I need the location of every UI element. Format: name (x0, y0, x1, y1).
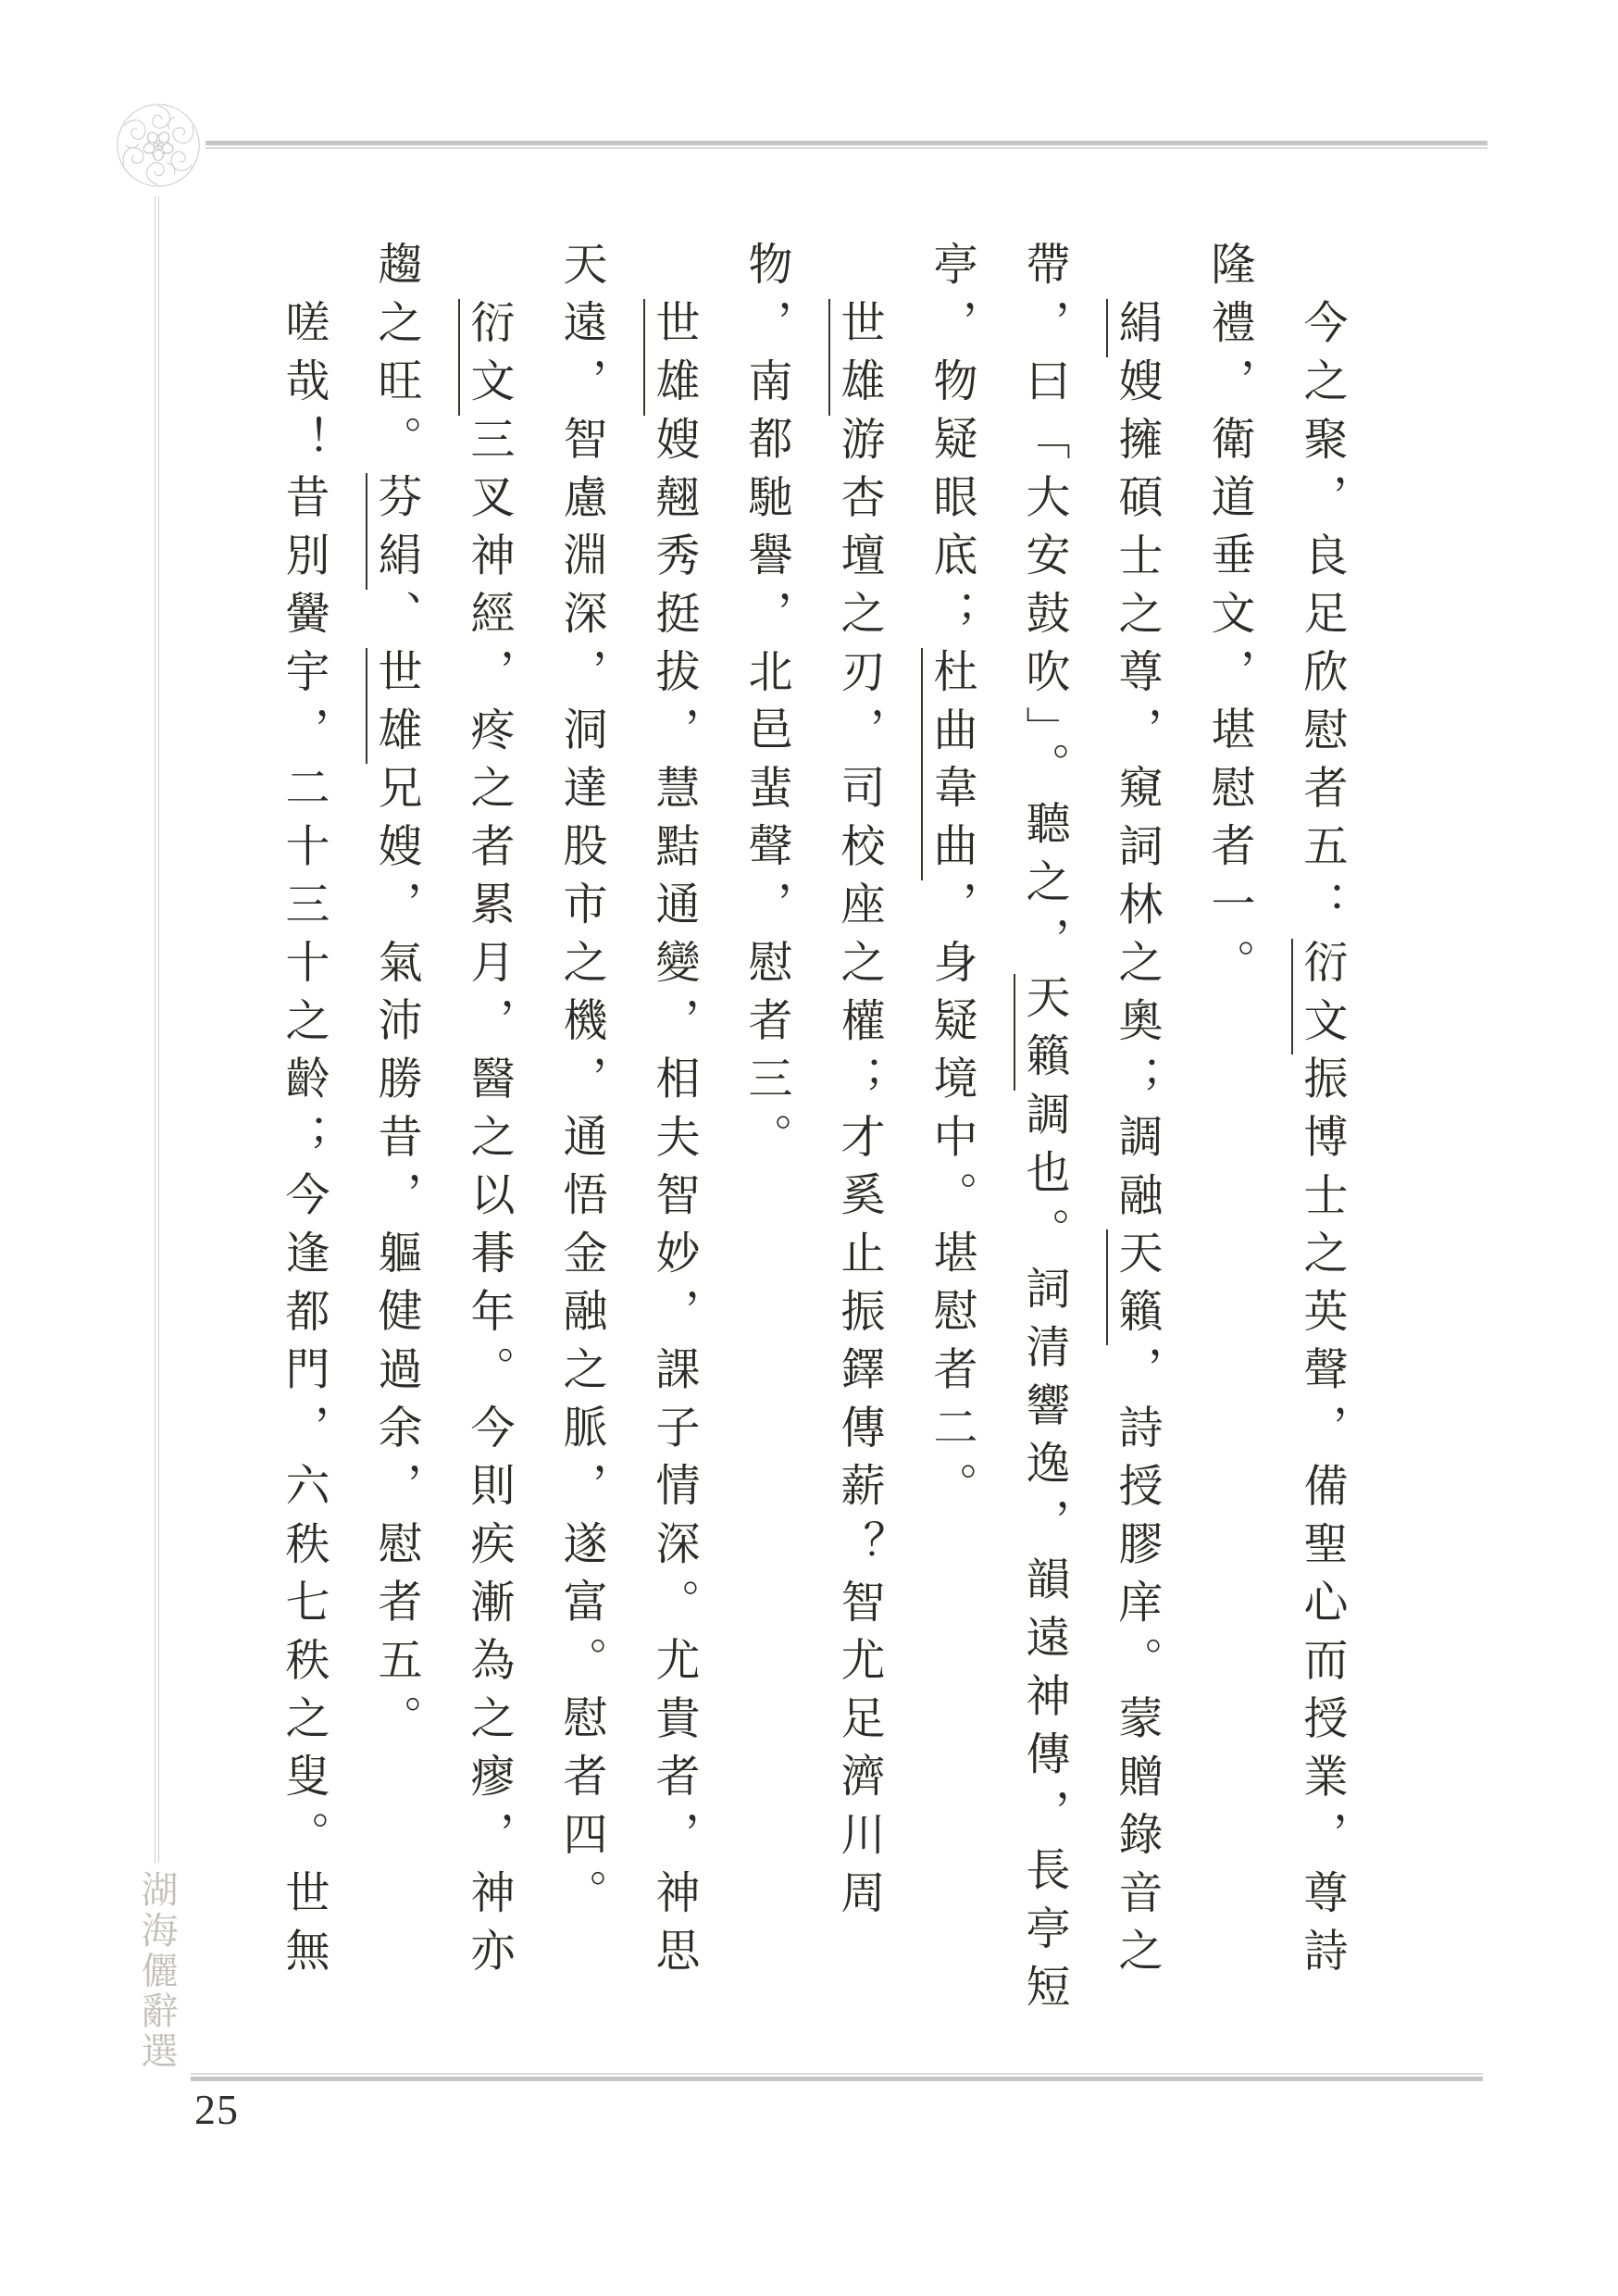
text-column (812, 241, 904, 2055)
text-run: 、 (371, 589, 420, 648)
text-column (997, 241, 1089, 2055)
text-run: ，身疑境中。堪慰者二。 (927, 880, 976, 1520)
text-run: 物，南都馳譽，北邑蜚聲，慰者三。 (741, 241, 790, 1171)
text-run: 兄嫂，氣沛勝昔，軀健過余，慰者五。 (371, 764, 420, 1753)
text-run: 嫂擁碩士之尊，窺詞林之奧；調融 (1112, 356, 1161, 1229)
text-run: 天遠，智慮淵深，洞達股市之機，通悟金融之脈，遂富。慰者四。 (556, 241, 605, 1928)
floral-medallion-ornament (109, 96, 207, 194)
text-column (256, 241, 349, 2055)
text-column (442, 241, 534, 2055)
proper-noun-mark: 世雄 (366, 648, 420, 765)
header-rule-thin-line (205, 147, 1487, 149)
footer-rule (191, 2073, 1483, 2081)
proper-noun-mark: 韋曲 (921, 764, 976, 880)
proper-noun-mark: 杜曲 (921, 648, 976, 765)
text-run: 帶，曰「大安鼓吹」。聽之， (1019, 241, 1068, 975)
text-column (1275, 241, 1367, 2055)
proper-noun-mark: 衍文 (458, 299, 513, 416)
running-title: 湖海儷辭選 (136, 1870, 178, 2072)
text-run: 今之聚，良足欣慰者五： (1297, 299, 1346, 939)
text-run: 趨之旺。 (371, 241, 420, 474)
text-run: 調也。詞清響逸，韻遠神傳，長亭短 (1019, 1091, 1068, 2021)
text-run: 隆禮，衛道垂文，堪慰者一。 (1204, 241, 1253, 997)
text-columns (256, 241, 1367, 2055)
text-run: 嫂翹秀挺拔，慧黠通變，相夫智妙，課子情深。尤貴者，神思 (649, 415, 698, 1986)
header-rule (205, 141, 1487, 149)
text-run: 三叉神經，疼之者累月，醫之以朞年。今則疾漸為之瘳，神亦 (464, 415, 513, 1986)
proper-noun-mark: 芬絹 (366, 473, 420, 590)
text-column (627, 241, 719, 2055)
text-run: ，詩授膠庠。蒙贈錄音之 (1112, 1345, 1161, 1986)
proper-noun-mark: 天籟 (1014, 974, 1068, 1091)
proper-noun-mark: 天籟 (1106, 1229, 1161, 1346)
text-run: 游杏壇之刃，司校座之權；才奚止振鐸傳薪？智尤足濟川周 (834, 415, 883, 1928)
page-number: 25 (194, 2086, 239, 2133)
proper-noun-mark: 世雄 (643, 299, 698, 416)
text-run: 振博士之英聲，備聖心而授業，尊詩 (1297, 1054, 1346, 1986)
footer-rule-thick-line (191, 2077, 1483, 2081)
proper-noun-mark: 世雄 (828, 299, 883, 416)
text-column (904, 241, 997, 2055)
text-column (1089, 241, 1182, 2055)
text-run: 亭，物疑眼底； (927, 241, 976, 648)
text-run: 嗟哉！昔別黌宇，二十三十之齡；今逢都門，六秩七秩之叟。世無 (279, 299, 328, 1986)
proper-noun-mark: 衍文 (1291, 939, 1346, 1055)
text-column (719, 241, 812, 2055)
proper-noun-mark: 絹 (1106, 299, 1161, 357)
text-column (534, 241, 627, 2055)
text-column (349, 241, 442, 2055)
text-column (1182, 241, 1275, 2055)
left-vertical-rule (155, 196, 159, 1863)
